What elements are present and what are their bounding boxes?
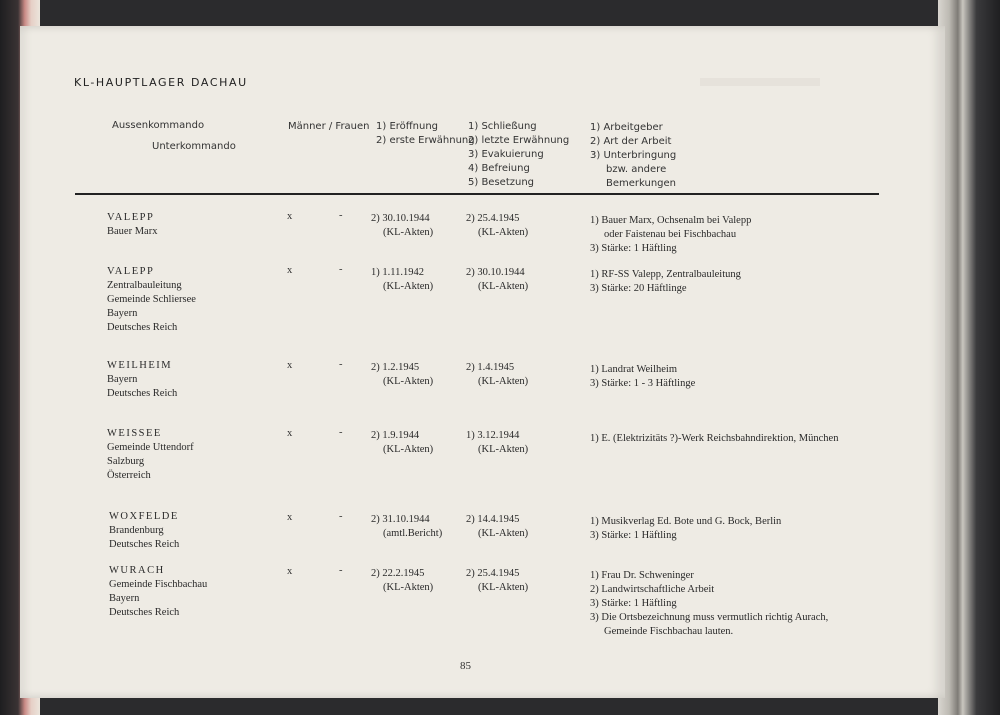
remarks bbox=[590, 569, 828, 639]
heading-line: 1) Eröffnung bbox=[376, 121, 439, 132]
location-detail: Gemeinde Uttendorf bbox=[107, 442, 194, 453]
remarks bbox=[590, 515, 781, 543]
remark-line: 1) E. (Elektrizitäts ?)-Werk Reichsbahndirektion, München bbox=[590, 433, 839, 444]
row-location bbox=[107, 265, 196, 335]
closing-date bbox=[466, 266, 528, 294]
location-detail: Zentralbauleitung bbox=[107, 280, 182, 291]
men-mark: x bbox=[287, 512, 293, 523]
closing-date bbox=[466, 429, 528, 457]
remark-line: 1) Bauer Marx, Ochsenalm bei Valepp bbox=[590, 215, 752, 226]
date-line: 2) 22.2.1945 bbox=[371, 568, 425, 579]
opening-date bbox=[371, 212, 433, 240]
remark-line: 3) Die Ortsbezeichnung muss vermutlich richtig Aurach, bbox=[590, 612, 829, 623]
location-detail: Gemeinde Schliersee bbox=[107, 294, 196, 305]
source-line: (KL-Akten) bbox=[383, 444, 434, 455]
remark-line: 1) Frau Dr. Schweninger bbox=[590, 570, 694, 581]
heading-line: Bemerkungen bbox=[606, 178, 677, 189]
row-location bbox=[109, 564, 207, 620]
source-line: (KL-Akten) bbox=[478, 582, 529, 593]
date-line: 2) 31.10.1944 bbox=[371, 514, 430, 525]
remark-line: 3) Stärke: 1 Häftling bbox=[590, 243, 677, 254]
remarks bbox=[590, 268, 741, 296]
row-location bbox=[107, 427, 194, 483]
opening-date bbox=[371, 513, 442, 541]
heading-line: 1) Schließung bbox=[468, 121, 537, 132]
remark-line: Gemeinde Fischbachau lauten. bbox=[604, 626, 734, 637]
source-line: (KL-Akten) bbox=[478, 376, 529, 387]
remarks bbox=[590, 432, 838, 446]
location-name: WEILHEIM bbox=[107, 360, 173, 371]
source-line: (KL-Akten) bbox=[383, 227, 434, 238]
women-mark: - bbox=[339, 427, 343, 438]
location-name: WOXFELDE bbox=[109, 511, 179, 522]
date-line: 1) 1.11.1942 bbox=[371, 267, 424, 278]
women-mark: - bbox=[339, 210, 343, 221]
date-line: 2) 1.9.1944 bbox=[371, 430, 420, 441]
closing-date bbox=[466, 212, 528, 240]
location-detail: Deutsches Reich bbox=[109, 607, 180, 618]
date-line: 2) 1.4.1945 bbox=[466, 362, 515, 373]
women-mark: - bbox=[339, 511, 343, 522]
location-detail: Bayern bbox=[107, 308, 138, 319]
location-name: VALEPP bbox=[107, 266, 155, 277]
row-location bbox=[109, 510, 179, 552]
opening-date bbox=[371, 361, 433, 389]
men-mark: x bbox=[287, 265, 293, 276]
date-line: 2) 25.4.1945 bbox=[466, 568, 520, 579]
row-location bbox=[107, 359, 177, 401]
location-detail: Brandenburg bbox=[109, 525, 164, 536]
heading-line: 2) erste Erwähnung bbox=[376, 135, 475, 146]
location-detail: Österreich bbox=[107, 470, 151, 481]
heading-line: 5) Besetzung bbox=[468, 177, 535, 188]
column-heading-eroeffnung bbox=[376, 120, 475, 148]
column-heading-schliessung bbox=[468, 120, 569, 190]
source-line: (KL-Akten) bbox=[383, 376, 434, 387]
closing-date bbox=[466, 361, 528, 389]
opening-date bbox=[371, 567, 433, 595]
remarks bbox=[590, 363, 695, 391]
location-detail: Bayern bbox=[107, 374, 138, 385]
remark-line: 1) Musikverlag Ed. Bote und G. Bock, Berlin bbox=[590, 516, 782, 527]
date-line: 2) 30.10.1944 bbox=[371, 213, 430, 224]
column-heading-maenner-frauen: Männer / Frauen bbox=[288, 121, 370, 132]
women-mark: - bbox=[339, 264, 343, 275]
opening-date bbox=[371, 429, 433, 457]
source-line: (amtl.Bericht) bbox=[383, 528, 443, 539]
remark-line: oder Faistenau bei Fischbachau bbox=[604, 229, 737, 240]
remark-line: 2) Landwirtschaftliche Arbeit bbox=[590, 584, 715, 595]
remark-line: 3) Stärke: 1 Häftling bbox=[590, 530, 677, 541]
source-line: (KL-Akten) bbox=[478, 444, 529, 455]
date-line: 2) 30.10.1944 bbox=[466, 267, 525, 278]
page-title: KL-HAUPTLAGER DACHAU bbox=[74, 76, 248, 89]
source-line: (KL-Akten) bbox=[383, 281, 434, 292]
location-detail: Gemeinde Fischbachau bbox=[109, 579, 208, 590]
closing-date bbox=[466, 567, 528, 595]
location-detail: Deutsches Reich bbox=[107, 388, 178, 399]
men-mark: x bbox=[287, 566, 293, 577]
header-rule bbox=[75, 193, 879, 195]
source-line: (KL-Akten) bbox=[383, 582, 434, 593]
column-heading-unterkommando: Unterkommando bbox=[152, 141, 236, 152]
heading-line: bzw. andere bbox=[606, 164, 667, 175]
book-right-edge bbox=[938, 0, 1000, 715]
column-heading-aussenkommando: Aussenkommando bbox=[112, 120, 205, 131]
location-detail: Salzburg bbox=[107, 456, 145, 467]
closing-date bbox=[466, 513, 528, 541]
heading-line: 2) Art der Arbeit bbox=[590, 136, 672, 147]
heading-line: 1) Arbeitgeber bbox=[590, 122, 663, 133]
location-name: VALEPP bbox=[107, 212, 155, 223]
row-location bbox=[107, 211, 157, 239]
location-detail: Bauer Marx bbox=[107, 226, 158, 237]
men-mark: x bbox=[287, 211, 293, 222]
date-line: 2) 14.4.1945 bbox=[466, 514, 520, 525]
heading-line: 3) Unterbringung bbox=[590, 150, 677, 161]
heading-line: 2) letzte Erwähnung bbox=[468, 135, 570, 146]
date-line: 1) 3.12.1944 bbox=[466, 430, 520, 441]
page-number: 85 bbox=[460, 660, 471, 672]
source-line: (KL-Akten) bbox=[478, 281, 529, 292]
women-mark: - bbox=[339, 359, 343, 370]
show-through-artifact bbox=[700, 78, 820, 86]
remark-line: 3) Stärke: 20 Häftlinge bbox=[590, 283, 687, 294]
men-mark: x bbox=[287, 428, 293, 439]
men-mark: x bbox=[287, 360, 293, 371]
column-heading-arbeitgeber bbox=[590, 121, 676, 191]
location-detail: Deutsches Reich bbox=[109, 539, 180, 550]
location-detail: Bayern bbox=[109, 593, 140, 604]
location-name: WURACH bbox=[109, 565, 165, 576]
source-line: (KL-Akten) bbox=[478, 227, 529, 238]
remark-line: 3) Stärke: 1 - 3 Häftlinge bbox=[590, 378, 696, 389]
date-line: 2) 1.2.1945 bbox=[371, 362, 420, 373]
opening-date bbox=[371, 266, 433, 294]
source-line: (KL-Akten) bbox=[478, 528, 529, 539]
remarks bbox=[590, 214, 751, 256]
remark-line: 3) Stärke: 1 Häftling bbox=[590, 598, 677, 609]
date-line: 2) 25.4.1945 bbox=[466, 213, 520, 224]
women-mark: - bbox=[339, 565, 343, 576]
remark-line: 1) Landrat Weilheim bbox=[590, 364, 678, 375]
heading-line: 4) Befreiung bbox=[468, 163, 530, 174]
remark-line: 1) RF-SS Valepp, Zentralbauleitung bbox=[590, 269, 741, 280]
location-detail: Deutsches Reich bbox=[107, 322, 178, 333]
heading-line: 3) Evakuierung bbox=[468, 149, 544, 160]
location-name: WEISSEE bbox=[107, 428, 162, 439]
